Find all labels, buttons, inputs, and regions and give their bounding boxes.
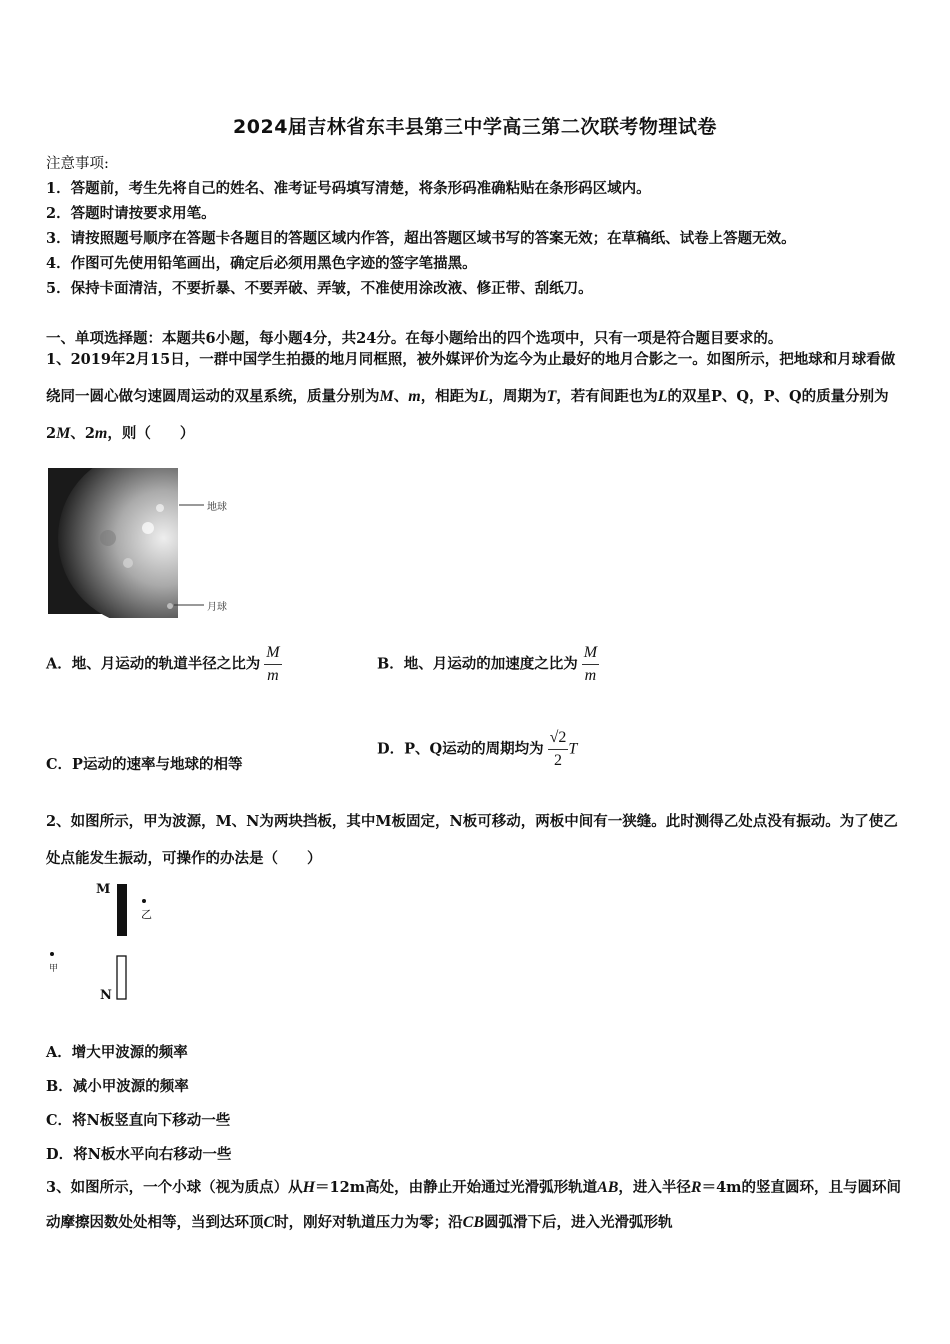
label-jia: 甲 xyxy=(49,964,59,974)
option-b: B．地、月运动的加速度之比为 $\frac{M}{m}$ xyxy=(377,644,598,684)
notice-item: 5．保持卡面清洁，不要折暴、不要弄破、弄皱，不准使用涂改液、修正带、刮纸刀。 xyxy=(46,280,593,297)
fraction: $\frac{√2}{2}$ xyxy=(549,729,567,769)
notice-item: 2．答题时请按要求用笔。 xyxy=(46,205,216,222)
option-a: A．地、月运动的轨道半径之比为 $\frac{M}{m}$ xyxy=(46,644,280,684)
notice-item: 4．作图可先使用铅笔画出，确定后必须用黑色字迹的签字笔描黑。 xyxy=(46,255,477,272)
page-title: 2024届吉林省东丰县第三中学高三第二次联考物理试卷 xyxy=(233,116,717,138)
option-d: D．将N板水平向右移动一些 xyxy=(46,1146,232,1163)
fraction: $\frac{M}{m}$ xyxy=(266,644,280,684)
barrier-n xyxy=(117,956,126,999)
option-c: C．将N板竖直向下移动一些 xyxy=(46,1112,231,1129)
label-yi: 乙 xyxy=(141,908,152,921)
earth-moon-figure xyxy=(48,468,238,618)
option-c: C．P运动的速率与地球的相等 xyxy=(46,756,243,773)
question-2-text: 2、如图所示，甲为波源，M、N为两块挡板，其中M板固定，N板可移动，两板中间有一狭缝。此时测得乙处点没有振动。为了使乙处点能发生振动，可操作的办法是（ ） xyxy=(46,813,898,867)
notice-heading: 注意事项: xyxy=(46,156,109,172)
question-3-text: 3、如图所示，一个小球（视为质点）从H＝12m高处，由静止开始通过光滑弧形轨道AB，进入半径R＝4m的竖直圆环，且与圆环间动摩擦因数处处相等，当到达环顶C时，刚好对轨道压力为零；沿CB圆弧滑下后，进入光滑弧形轨 xyxy=(46,1179,902,1231)
point-jia xyxy=(50,952,54,956)
option-d: D．P、Q运动的周期均为 $\frac{√2}{2}$ T xyxy=(377,729,578,769)
option-b: B．减小甲波源的频率 xyxy=(46,1078,189,1095)
label-m: M xyxy=(96,882,111,897)
point-yi xyxy=(142,899,146,903)
fraction: $\frac{M}{m}$ xyxy=(583,644,598,684)
label-n: N xyxy=(100,988,112,1003)
option-a: A．增大甲波源的频率 xyxy=(46,1044,188,1061)
section-heading: 一、单项选择题：本题共6小题，每小题4分，共24分。在每小题给出的四个选项中，只有一项是符合题目要求的。 xyxy=(46,330,783,347)
barrier-m xyxy=(117,884,127,936)
moon-label: 月球 xyxy=(207,602,227,613)
notice-item: 3．请按照题号顺序在答题卡各题目的答题区域内作答，超出答题区域书写的答案无效；在草稿纸、试卷上答题无效。 xyxy=(46,230,796,247)
question-1-text: 1、2019年2月15日，一群中国学生拍摄的地月同框照，被外媒评价为迄今为止最好的地月合影之一。如图所示，把地球和月球看做绕同一圆心做匀速圆周运动的双星系统，质量分别为M、m，相距为L，周期为T，若有间距也为L的双星P、Q，P、Q的质量分别为2M、2m，则（ ） xyxy=(46,351,896,442)
earth-label: 地球 xyxy=(207,502,227,513)
notice-item: 1．答题前，考生先将自己的姓名、准考证号码填写清楚，将条形码准确粘贴在条形码区域内。 xyxy=(46,180,651,197)
